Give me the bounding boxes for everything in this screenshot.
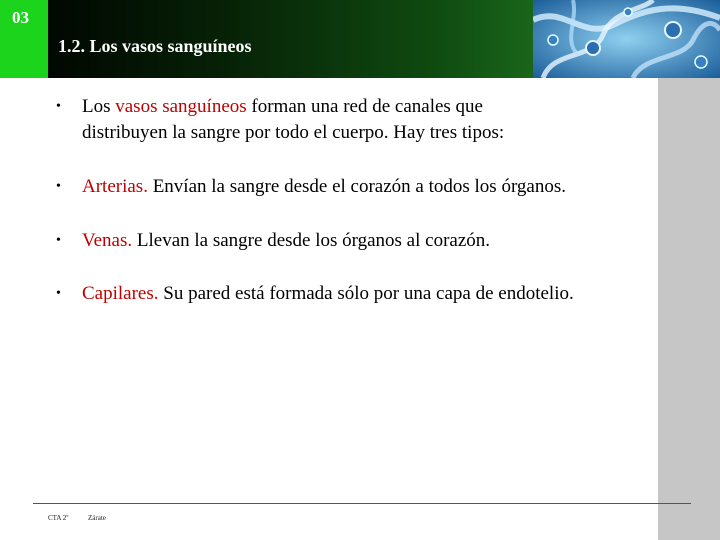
highlight-term: vasos sanguíneos	[115, 96, 247, 117]
bullet-text	[82, 174, 566, 200]
footer-divider	[33, 503, 691, 504]
footer-author: Zárate	[88, 514, 106, 522]
right-side-bar	[658, 78, 720, 540]
blood-vessels-image	[533, 0, 720, 78]
bullet-marker: •	[56, 179, 61, 194]
bullet-description: Envían la sangre desde el corazón a todos los órganos.	[147, 176, 567, 197]
highlight-term: Arterias.	[82, 176, 148, 197]
slide-title: 1.2. Los vasos sanguíneos	[58, 36, 252, 56]
bullet-marker: •	[56, 233, 61, 248]
slide-number-box	[0, 0, 48, 78]
slide-header	[0, 0, 720, 78]
highlight-term: Venas.	[82, 230, 133, 251]
bullet-marker: •	[56, 286, 61, 301]
bullet-text-post: forman una red de canales que	[246, 96, 483, 117]
bullet-description: Su pared está formada sólo por una capa de endotelio.	[158, 283, 574, 304]
bullet-marker: •	[56, 99, 61, 114]
bullet-text	[82, 228, 490, 254]
bullet-text	[82, 94, 504, 146]
bullet-text-pre: Los	[82, 96, 116, 117]
bullet-text-line2: distribuyen la sangre por todo el cuerpo. Hay tres tipos:	[82, 122, 505, 143]
bullet-text	[82, 281, 574, 307]
bullet-description: Llevan la sangre desde los órganos al corazón.	[132, 230, 491, 251]
slide-number: 03	[12, 8, 29, 27]
footer-course: CTA 2º	[48, 514, 69, 522]
highlight-term: Capilares.	[82, 283, 159, 304]
